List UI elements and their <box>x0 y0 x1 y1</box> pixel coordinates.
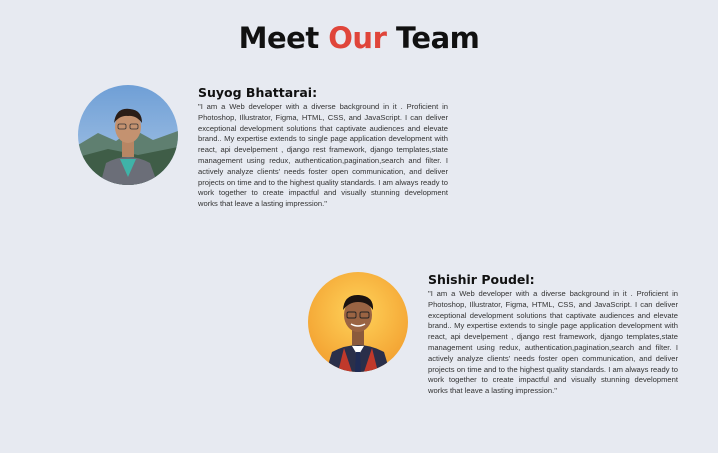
member-name: Shishir Poudel: <box>428 272 535 287</box>
member-bio-block <box>198 85 448 210</box>
title-suffix: Team <box>386 21 480 55</box>
avatar <box>308 272 408 372</box>
avatar-photo-shishir <box>308 272 408 372</box>
member-bio: "I am a Web developer with a diverse background in it . Proficient in Photoshop, Illustrator, Figma, HTML, CSS, and JavaScript. I can deliver exceptional development solutions that captivate audiences and elevate brand.. My expertise extends to single page application development with react, api develpement , django rest framework, django templates,state management using redux, authentication,pagination,search and filter. I actively analyze clients' needs foster open communication, and deliver projects on time and to the highest quality standards. I am always ready to work together to create impactful and visually stunning development works that leave a lasting impression." <box>198 102 448 209</box>
avatar-photo-suyog <box>78 85 178 185</box>
title-accent: Our <box>328 21 387 55</box>
member-bio: "I am a Web developer with a diverse background in it . Proficient in Photoshop, Illustrator, Figma, HTML, CSS, and JavaScript. I can deliver exceptional development solutions that captivate audiences and elevate brand.. My expertise extends to single page application development with react, api develpement , django rest framework, django templates,state management using redux, authentication,pagination,search and filter. I actively analyze clients' needs foster open communication, and deliver projects on time and to the highest quality standards. I am always ready to work together to create impactful and visually stunning development works that leave a lasting impression." <box>428 289 678 396</box>
member-bio-block <box>428 272 678 397</box>
page-title <box>0 18 718 58</box>
avatar <box>78 85 178 185</box>
member-name: Suyog Bhattarai: <box>198 85 318 100</box>
title-prefix: Meet <box>238 21 329 55</box>
